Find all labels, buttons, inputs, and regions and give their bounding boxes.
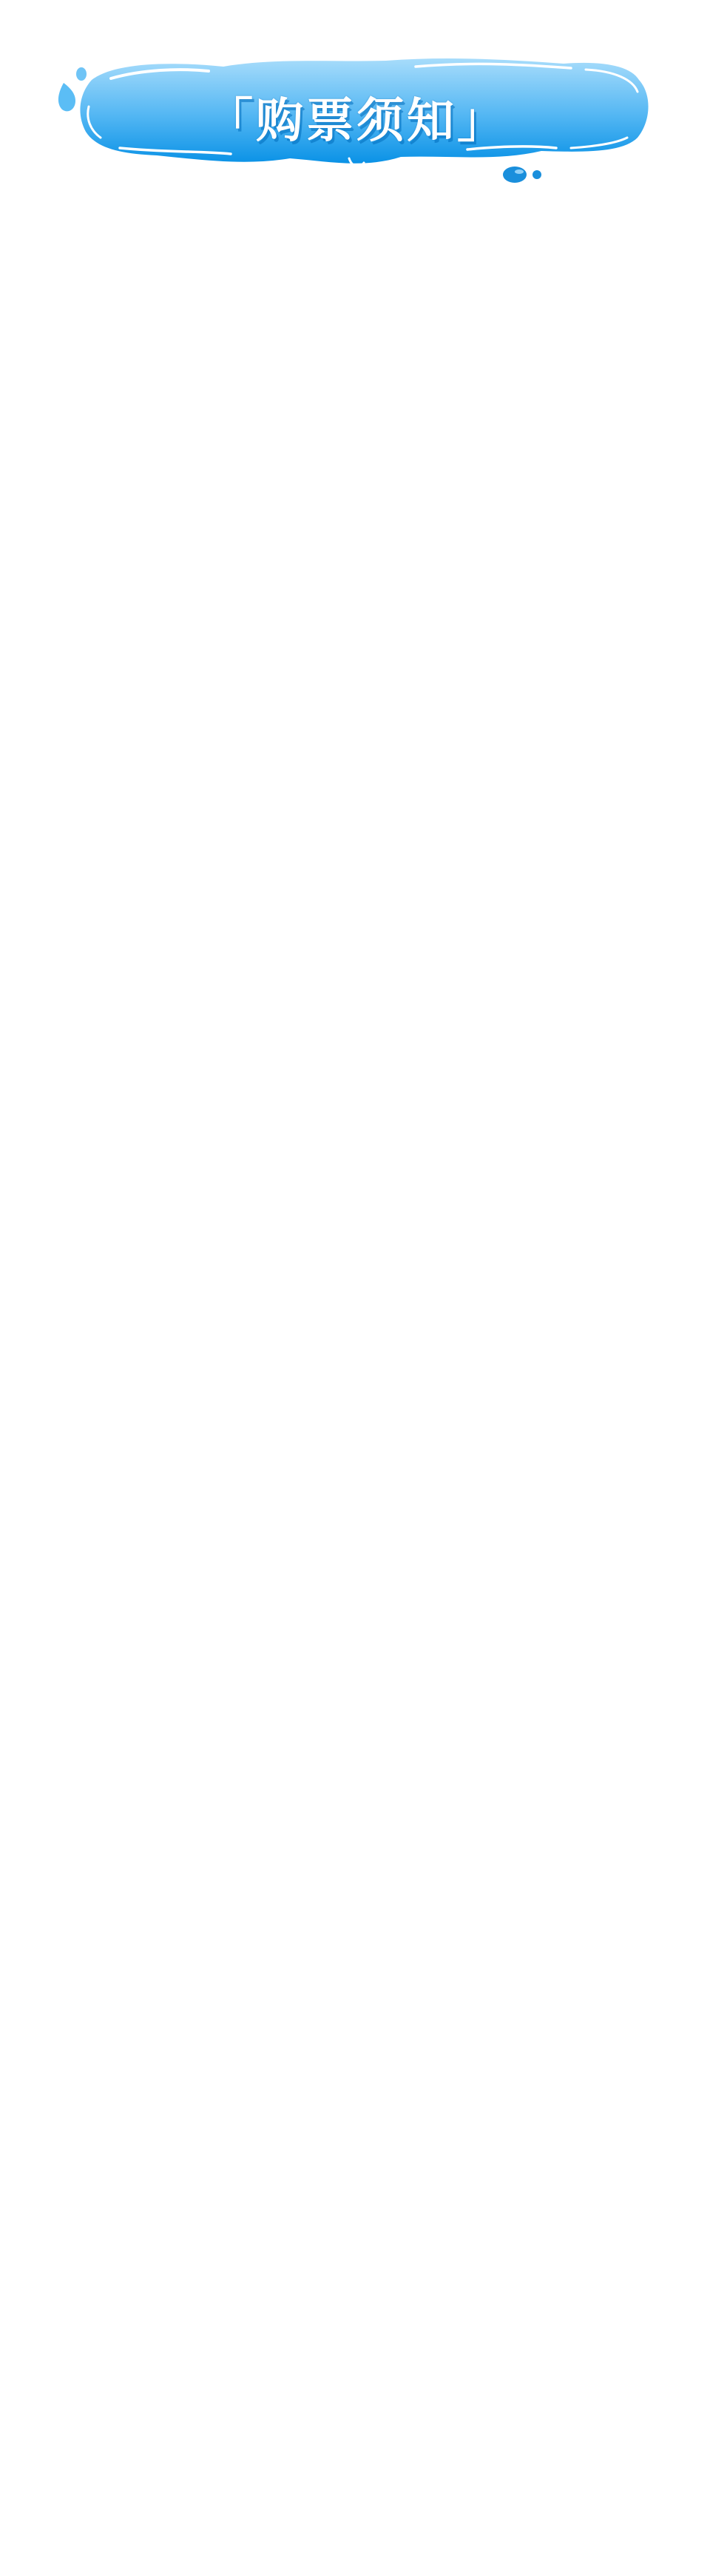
section-banner: [53, 50, 660, 191]
content-area: [0, 215, 710, 2576]
page-title: 「购票须知」: [206, 94, 507, 149]
